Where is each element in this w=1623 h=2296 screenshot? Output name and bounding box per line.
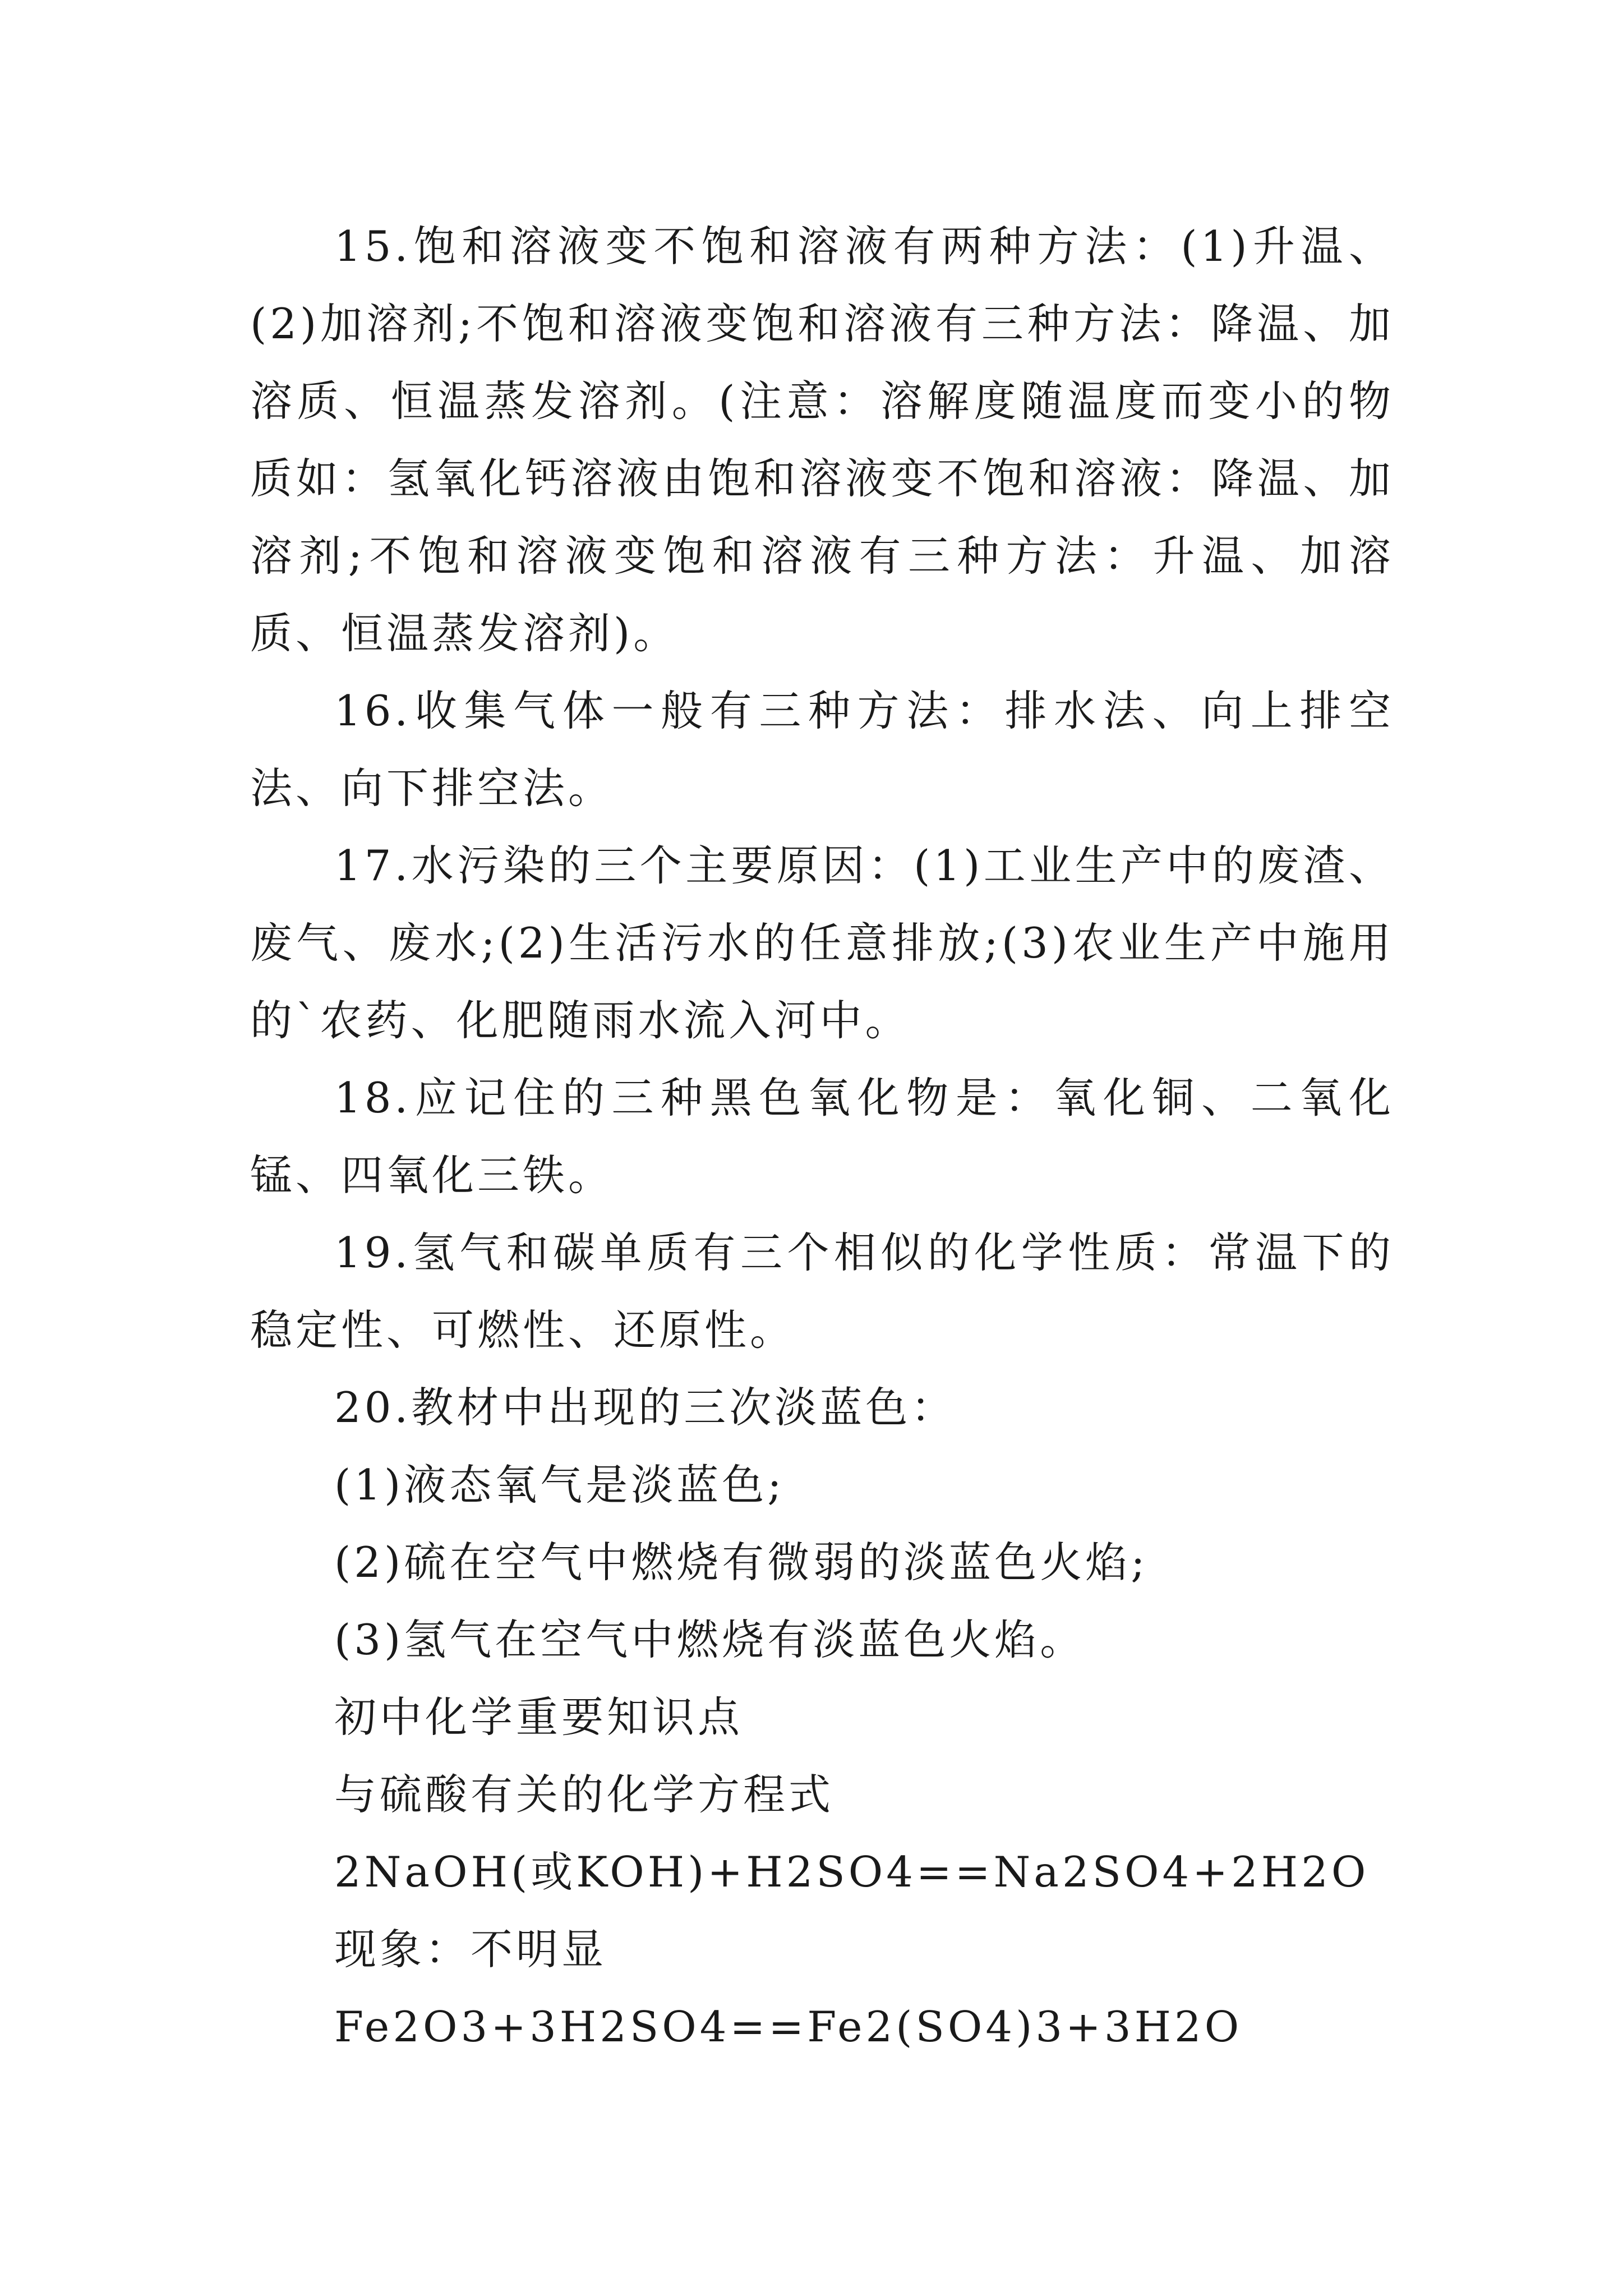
phenomenon-text: 现象：不明显 xyxy=(334,1925,607,1974)
paragraph-18: 18.应记住的三种黑色氧化物是：氧化铜、二氧化锰、四氧化三铁。 xyxy=(250,1073,1394,1200)
paragraph-15: 15.饱和溶液变不饱和溶液有两种方法：(1)升温、(2)加溶剂;不饱和溶液变饱和溶液有三种方法：降温、加溶质、恒温蒸发溶剂。(注意：溶解度随温度而变小的物质如：氢氧化钙溶液由饱和溶液变不饱和溶液：降温、加溶剂;不饱和溶液变饱和溶液有三种方法：升温、加溶质、恒温蒸发溶剂)。 xyxy=(250,222,1394,658)
document-body xyxy=(250,208,1394,2065)
paragraph-20-heading: 20.教材中出现的三次淡蓝色： xyxy=(334,1383,957,1432)
list-item: (2)硫在空气中燃烧有微弱的淡蓝色火焰; xyxy=(334,1538,1149,1587)
section-title: 初中化学重要知识点 xyxy=(334,1692,744,1742)
list-item: (1)液态氧气是淡蓝色; xyxy=(334,1460,785,1510)
paragraph-17: 17.水污染的三个主要原因：(1)工业生产中的废渣、废气、废水;(2)生活污水的任意排放;(3)农业生产中施用的`农药、化肥随雨水流入河中。 xyxy=(250,841,1394,1045)
chemical-equation: 2NaOH(或KOH)+H2SO4==Na2SO4+2H2O xyxy=(334,1847,1370,1897)
paragraph-16: 16.收集气体一般有三种方法：排水法、向上排空法、向下排空法。 xyxy=(250,686,1394,813)
paragraph-19: 19.氢气和碳单质有三个相似的化学性质：常温下的稳定性、可燃性、还原性。 xyxy=(250,1228,1394,1355)
chemical-equation: Fe2O3+3H2SO4==Fe2(SO4)3+3H2O xyxy=(334,2002,1243,2051)
section-subtitle: 与硫酸有关的化学方程式 xyxy=(334,1770,834,1819)
list-item: (3)氢气在空气中燃烧有淡蓝色火焰。 xyxy=(334,1615,1086,1664)
